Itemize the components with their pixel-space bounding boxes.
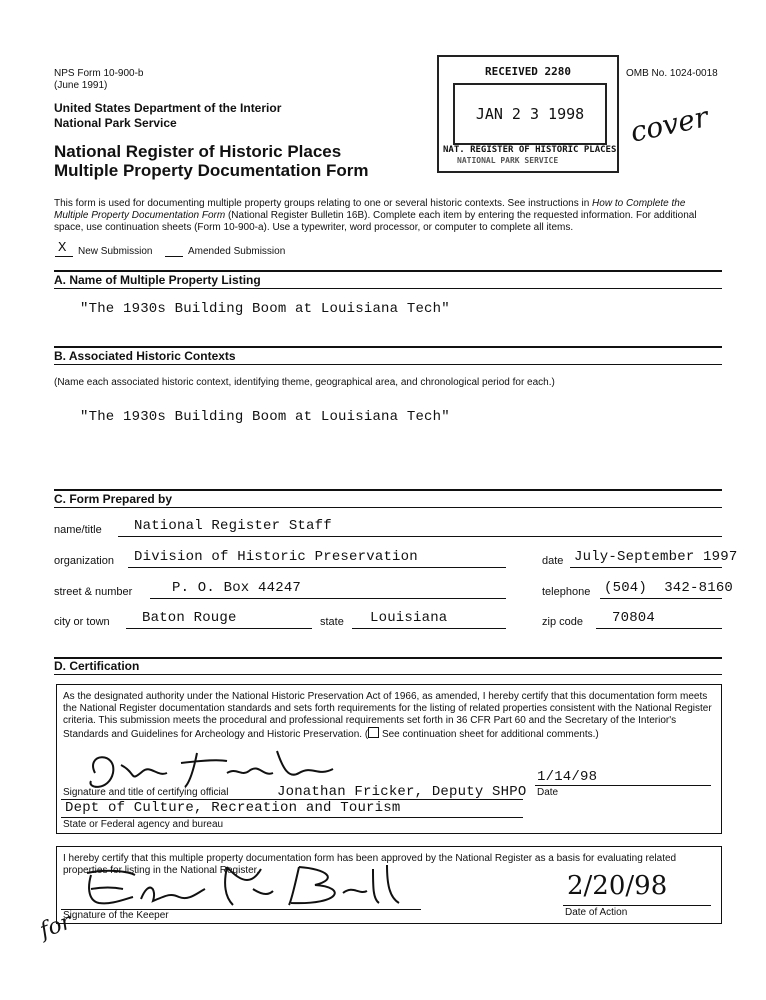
stamp-received-text: RECEIVED 2280	[484, 65, 572, 78]
keeper-certification-text: I hereby certify that this multiple property documentation form has been approved by the National Register as a basis for evaluating related properties for listing in the National Register.	[63, 853, 677, 876]
name-title-label: name/title	[54, 524, 102, 536]
keeper-box	[56, 846, 722, 924]
city-value: Baton Rouge	[142, 610, 237, 626]
certification-box	[56, 684, 722, 834]
certification-statement-end: See continuation sheet for additional comments.)	[379, 729, 599, 740]
section-d-heading: D. Certification	[54, 659, 140, 673]
form-title-line1: National Register of Historic Places	[54, 142, 342, 161]
state-label: state	[320, 616, 344, 628]
service: National Park Service	[54, 116, 177, 130]
omb-number: OMB No. 1024-0018	[626, 68, 718, 79]
certification-text	[63, 691, 715, 741]
date-line	[570, 567, 722, 568]
street-value: P. O. Box 44247	[172, 580, 302, 596]
street-line	[150, 598, 506, 599]
certifying-official-value: Jonathan Fricker, Deputy SHPO	[277, 784, 527, 800]
certification-statement: As the designated authority under the National Historic Preservation Act of 1966, as amended, I hereby certify that this documentation form meets the National Register documentation standards and sets forth requirements for the listing of related properties consistent with the National Register criteria. This submission meets the procedural and professional requirements set forth in 36 CFR Part 60 and the Secretary of the Interior's Standards and Guidelines for Archeology and Historic Preservation. (	[63, 691, 712, 740]
form-title-line2: Multiple Property Documentation Form	[54, 161, 369, 180]
stamp-date: JAN 2 3 1998	[475, 105, 585, 123]
keeper-signature-label: Signature of the Keeper	[63, 910, 169, 921]
agency-line	[61, 817, 523, 818]
department: United States Department of the Interior	[54, 101, 282, 115]
state-value: Louisiana	[370, 610, 448, 626]
section-c-heading: C. Form Prepared by	[54, 492, 173, 506]
state-line	[352, 628, 506, 629]
keeper-date-label: Date of Action	[565, 907, 628, 918]
stamp-line1: NAT. REGISTER OF HISTORIC PLACES	[443, 145, 617, 155]
organization-line	[128, 567, 506, 568]
section-c-top-rule	[54, 489, 722, 491]
cover-annotation: cover	[627, 100, 711, 149]
agency-label: State or Federal agency and bureau	[63, 819, 224, 830]
certification-date-label: Date	[537, 787, 559, 798]
stamp-inner-box	[453, 83, 607, 145]
keeper-date-line	[563, 905, 711, 906]
amended-submission-label: Amended Submission	[188, 246, 286, 257]
zip-value: 70804	[612, 610, 656, 626]
telephone-line	[600, 598, 722, 599]
property-listing-name: "The 1930s Building Boom at Louisiana Tech"	[80, 301, 450, 317]
date-value: July-September 1997	[574, 549, 738, 565]
section-a-top-rule	[54, 270, 722, 272]
section-a-bottom-rule	[54, 288, 722, 289]
section-b-heading: B. Associated Historic Contexts	[54, 349, 236, 363]
agency-value: Dept of Culture, Recreation and Tourism	[65, 800, 401, 816]
continuation-checkbox[interactable]	[368, 727, 379, 738]
zip-line	[596, 628, 722, 629]
section-c-bottom-rule	[54, 507, 722, 508]
instructions-italic: How to Complete the Multiple Property Documentation Form	[54, 198, 686, 221]
section-b-bottom-rule	[54, 364, 722, 365]
section-a-heading: A. Name of Multiple Property Listing	[54, 273, 261, 287]
instructions-text-2: (National Register Bulletin 16B). Complete each item by entering the requested information. For additional space, use continuation sheets (Form 10-900-a). Use a typewriter, word processor, or computer to complete all items.	[54, 210, 697, 233]
received-stamp	[437, 55, 619, 173]
keeper-date-value: 2/20/98	[567, 871, 668, 901]
date-label: date	[542, 555, 564, 567]
certifying-official-label: Signature and title of certifying official	[63, 787, 229, 798]
telephone-label: telephone	[542, 586, 591, 598]
telephone-value: (504) 342-8160	[604, 580, 734, 596]
historic-context: "The 1930s Building Boom at Louisiana Tech"	[80, 409, 450, 425]
name-title-value: National Register Staff	[134, 518, 332, 534]
organization-value: Division of Historic Preservation	[134, 549, 418, 565]
new-submission-mark: X	[58, 240, 67, 256]
for-annotation: for	[36, 909, 76, 944]
form-date: (June 1991)	[54, 80, 108, 91]
amended-submission-blank	[165, 256, 183, 257]
organization-label: organization	[54, 555, 114, 567]
certification-date-value: 1/14/98	[537, 769, 598, 785]
section-d-bottom-rule	[54, 674, 722, 675]
new-submission-label: New Submission	[78, 246, 153, 257]
street-label: street & number	[54, 586, 133, 598]
instructions	[54, 198, 722, 234]
city-label: city or town	[54, 616, 110, 628]
form-number: NPS Form 10-900-b	[54, 68, 144, 79]
section-b-note: (Name each associated historic context, identifying theme, geographical area, and chronological period for each.)	[54, 377, 555, 388]
zip-label: zip code	[542, 616, 583, 628]
section-b-top-rule	[54, 346, 722, 348]
name-title-line	[118, 536, 722, 537]
new-submission-blank	[55, 256, 73, 257]
stamp-line2: NATIONAL PARK SERVICE	[457, 156, 559, 165]
section-d-top-rule	[54, 657, 722, 659]
city-line	[126, 628, 312, 629]
certification-date-line	[535, 785, 711, 786]
instructions-text-1: This form is used for documenting multiple property groups relating to one or several historic contexts. See instructions in	[54, 198, 593, 209]
